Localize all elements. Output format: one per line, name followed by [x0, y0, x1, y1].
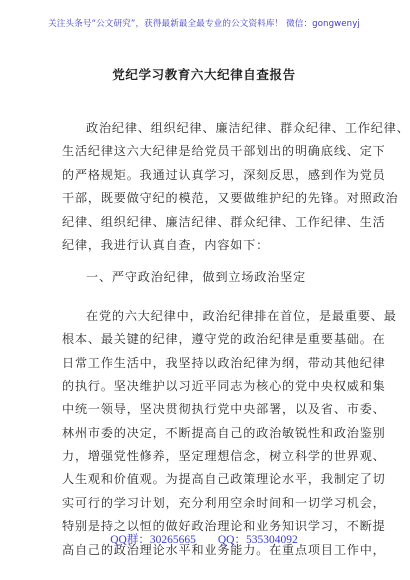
text-line: 根本、最关键的纪律，遵守党的政治纪律是重要基础。在	[62, 332, 386, 347]
text-line: 中统一领导，坚决贯彻执行党中央部署，以及省、市委、	[62, 402, 386, 417]
text-line: 干部，既要做守纪的模范，又要做维护纪的先锋。对照政治	[62, 191, 399, 206]
text-line: 的执行。坚决维护以习近平同志为核心的党中央权威和集	[62, 378, 386, 393]
text-line: 政治纪律、组织纪律、廉洁纪律、群众纪律、工作纪律、	[86, 121, 410, 135]
text-line: 日常工作生活中，我坚持以政治纪律为纲，带动其他纪律	[62, 355, 386, 370]
footer-contact	[0, 531, 408, 547]
document-body	[62, 117, 410, 562]
section-heading: 一、严守政治纪律，做到立场政治坚定	[86, 270, 307, 285]
qq-number: QQ：535304092	[217, 534, 298, 546]
text-line: 纪律，我进行认真自查，内容如下：	[62, 237, 270, 252]
text-line: 林州市委的决定，不断提高自己的政治敏锐性和政治鉴别	[62, 425, 386, 440]
text-line: 人生观和价值观。为提高自己政策理论水平，我制定了切	[62, 472, 386, 487]
document-title: 党纪学习教育六大纪律自查报告	[112, 67, 296, 82]
header-note: 关注头条号“公文研究”，获得最新最全最专业的公文资料库！ 微信：gongwenyj	[48, 19, 360, 29]
text-line: 在党的六大纪律中，政治纪律排在首位，是最重要、最	[86, 308, 397, 323]
text-line: 实可行的学习计划，充分利用空余时间和一切学习机会，	[62, 495, 386, 510]
text-line: 高自己的政治理论水平和业务能力。在重点项目工作中，	[62, 542, 386, 557]
text-line: 生活纪律这六大纪律是给党员干部划出的明确底线、定下	[62, 144, 386, 159]
text-line: 特别是持之以恒的做好政治理论和业务知识学习，不断提	[62, 519, 386, 534]
text-line: 力，增强党性修养，坚定理想信念，树立科学的世界观、	[62, 449, 386, 464]
text-line: 的严格规矩。我通过认真学习，深刻反思，感到作为党员	[62, 167, 386, 182]
qq-group-number: QQ群：30265665	[110, 534, 196, 546]
text-line: 纪律、组织纪律、廉洁纪律、群众纪律、工作纪律、生活	[62, 214, 386, 229]
section-paragraph	[62, 305, 397, 562]
intro-paragraph	[62, 117, 410, 257]
